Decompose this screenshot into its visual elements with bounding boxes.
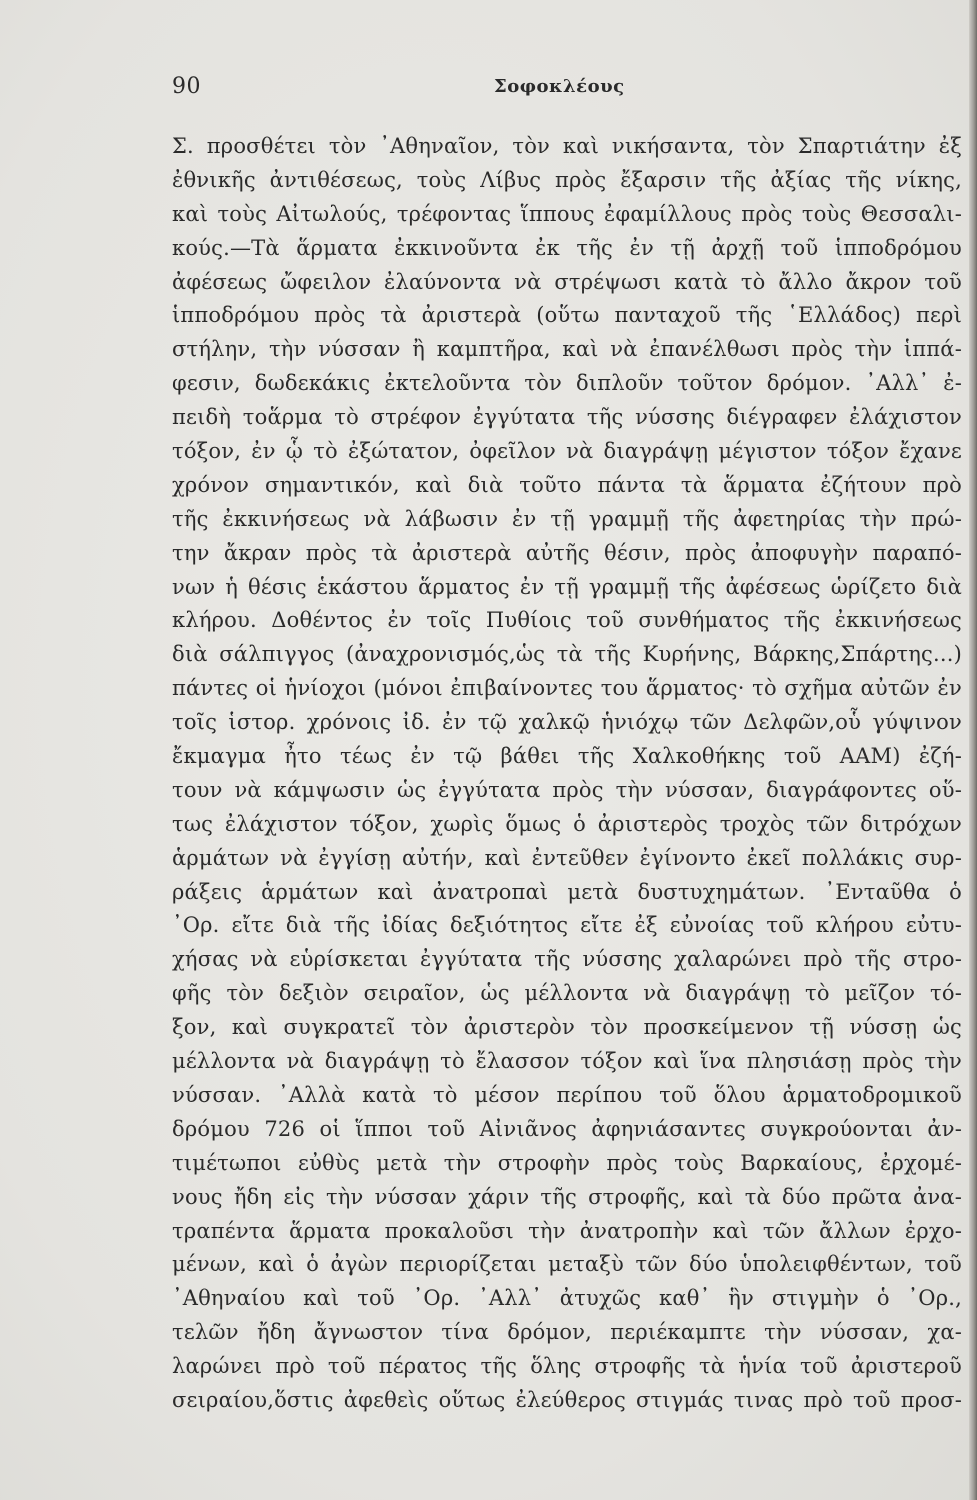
text-line: μένων, καὶ ὁ ἀγὼν περιορίζεται μεταξὺ τῶν δύο ὑπολειφθέντων, τοῦ [172,1252,962,1277]
running-head: Σοφοκλέους [494,76,625,97]
text-line: λαρώνει πρὸ τοῦ πέρατος τῆς ὅλης στροφῆς τὰ ἡνία τοῦ ἀριστεροῦ [172,1354,962,1379]
text-line: ἔκμαγμα ἦτο τέως ἐν τῷ βάθει τῆς Χαλκοθήκης τοῦ ΑΑΜ) ἐζή- [172,744,962,769]
text-line: ᾽Αθηναίου καὶ τοῦ ᾽Ορ. ᾽Αλλ᾽ ἀτυχῶς καθ᾽ ἣν στιγμὴν ὁ ᾽Ορ., [172,1286,962,1311]
text-line: κούς.—Τὰ ἅρματα ἐκκινοῦντα ἐκ τῆς ἐν τῇ ἀρχῇ τοῦ ἱπποδρόμου [172,235,962,260]
text-line: τελῶν ἤδη ἄγνωστον τίνα δρόμον, περιέκαμπτε τὴν νύσσαν, χα- [172,1320,962,1345]
text-line: την ἄκραν πρὸς τὰ ἀριστερὰ αὐτῆς θέσιν, πρὸς ἀποφυγὴν παραπό- [172,540,962,565]
text-line: τουν νὰ κάμψωσιν ὡς ἐγγύτατα πρὸς τὴν νύσσαν, διαγράφοντες οὕ- [172,777,962,802]
text-line: δρόμου 726 οἱ ἵπποι τοῦ Αἰνιᾶνος ἀφηνιάσαντες συγκρούονται ἀν- [172,1116,962,1141]
text-line: χρόνον σημαντικόν, καὶ διὰ τοῦτο πάντα τὰ ἅρματα ἐζήτουν πρὸ [172,472,962,497]
page-number: 90 [172,74,201,99]
text-line: τραπέντα ἅρματα προκαλοῦσι τὴν ἀνατροπὴν καὶ τῶν ἄλλων ἐρχο- [172,1218,962,1243]
commentary-text [172,130,962,1418]
text-line: μέλλοντα νὰ διαγράψῃ τὸ ἔλασσον τόξον καὶ ἵνα πλησιάσῃ πρὸς τὴν [172,1049,962,1074]
text-line: καὶ τοὺς Αἰτωλούς, τρέφοντας ἵππους ἐφαμίλλους πρὸς τοὺς Θεσσαλι- [172,201,962,226]
text-line: τόξον, ἐν ᾧ τὸ ἐξώτατον, ὀφεῖλον νὰ διαγράψῃ μέγιστον τόξον ἔχανε [172,439,962,464]
text-line: χήσας νὰ εὑρίσκεται ἐγγύτατα τῆς νύσσης χαλαρώνει πρὸ τῆς στρο- [172,947,962,972]
text-line: ἀφέσεως ὤφειλον ἐλαύνοντα νὰ στρέψωσι κατὰ τὸ ἄλλο ἄκρον τοῦ [172,269,962,294]
text-line: ἐθνικῆς ἀντιθέσεως, τοὺς Λίβυς πρὸς ἔξαρσιν τῆς ἀξίας τῆς νίκης, [172,167,962,192]
text-line: σειραίου,ὅστις ἀφεθεὶς οὕτως ἐλεύθερος στιγμάς τινας πρὸ τοῦ προσ- [172,1387,962,1412]
text-line: νων ἡ θέσις ἑκάστου ἅρματος ἐν τῇ γραμμῇ τῆς ἀφέσεως ὡρίζετο διὰ [172,574,962,599]
text-line: ᾽Ορ. εἴτε διὰ τῆς ἰδίας δεξιότητος εἴτε ἐξ εὐνοίας τοῦ κλήρου εὐτυ- [172,913,962,938]
text-line: τως ἐλάχιστον τόξον, χωρὶς ὅμως ὁ ἀριστερὸς τροχὸς τῶν διτρόχων [172,811,962,836]
text-line: κλήρου. Δοθέντος ἐν τοῖς Πυθίοις τοῦ συνθήματος τῆς ἐκκινήσεως [172,608,962,633]
text-line: νύσσαν. ᾽Αλλὰ κατὰ τὸ μέσον περίπου τοῦ ὅλου ἁρματοδρομικοῦ [172,1082,962,1107]
text-line: τοῖς ἱστορ. χρόνοις ἰδ. ἐν τῷ χαλκῷ ἡνιόχῳ τῶν Δελφῶν,οὗ γύψινον [172,710,962,735]
text-line: διὰ σάλπιγγος (ἀναχρονισμός,ὡς τὰ τῆς Κυρήνης, Βάρκης,Σπάρτης...) [172,642,962,667]
text-line: τιμέτωποι εὐθὺς μετὰ τὴν στροφὴν πρὸς τοὺς Βαρκαίους, ἐρχομέ- [172,1150,962,1175]
page-edge-shadow [969,0,977,1500]
text-line: ἁρμάτων νὰ ἐγγίσῃ αὐτήν, καὶ ἐντεῦθεν ἐγίνοντο ἐκεῖ πολλάκις συρ- [172,845,962,870]
text-line: ράξεις ἁρμάτων καὶ ἀνατροπαὶ μετὰ δυστυχημάτων. ᾽Ενταῦθα ὁ [172,879,962,904]
text-line: τῆς ἐκκινήσεως νὰ λάβωσιν ἐν τῇ γραμμῇ τῆς ἀφετηρίας τὴν πρώ- [172,506,962,531]
text-line: φεσιν, δωδεκάκις ἐκτελοῦντα τὸν διπλοῦν τοῦτον δρόμον. ᾽Αλλ᾽ ἐ- [172,371,962,396]
text-line: στήλην, τὴν νύσσαν ἢ καμπτῆρα, καὶ νὰ ἐπανέλθωσι πρὸς τὴν ἱππά- [172,337,962,362]
text-line: πειδὴ τοἅρμα τὸ στρέφον ἐγγύτατα τῆς νύσσης διέγραφεν ἐλάχιστον [172,405,962,430]
text-line: νους ἤδη εἰς τὴν νύσσαν χάριν τῆς στροφῆς, καὶ τὰ δύο πρῶτα ἀνα- [172,1184,962,1209]
text-line: φῆς τὸν δεξιὸν σειραῖον, ὡς μέλλοντα νὰ διαγράψῃ τὸ μεῖζον τό- [172,981,962,1006]
text-line: ξον, καὶ συγκρατεῖ τὸν ἀριστερὸν τὸν προσκείμενον τῇ νύσσῃ ὡς [172,1015,962,1040]
text-line: Σ. προσθέτει τὸν ᾽Αθηναῖον, τὸν καὶ νικήσαντα, τὸν Σπαρτιάτην ἐξ [172,134,962,158]
page-header [172,74,950,104]
text-line: ἱπποδρόμου πρὸς τὰ ἀριστερὰ (οὕτω πανταχοῦ τῆς ῾Ελλάδος) περὶ [172,303,962,328]
text-line: πάντες οἱ ἡνίοχοι (μόνοι ἐπιβαίνοντες του ἅρματος· τὸ σχῆμα αὐτῶν ἐν [172,676,962,701]
